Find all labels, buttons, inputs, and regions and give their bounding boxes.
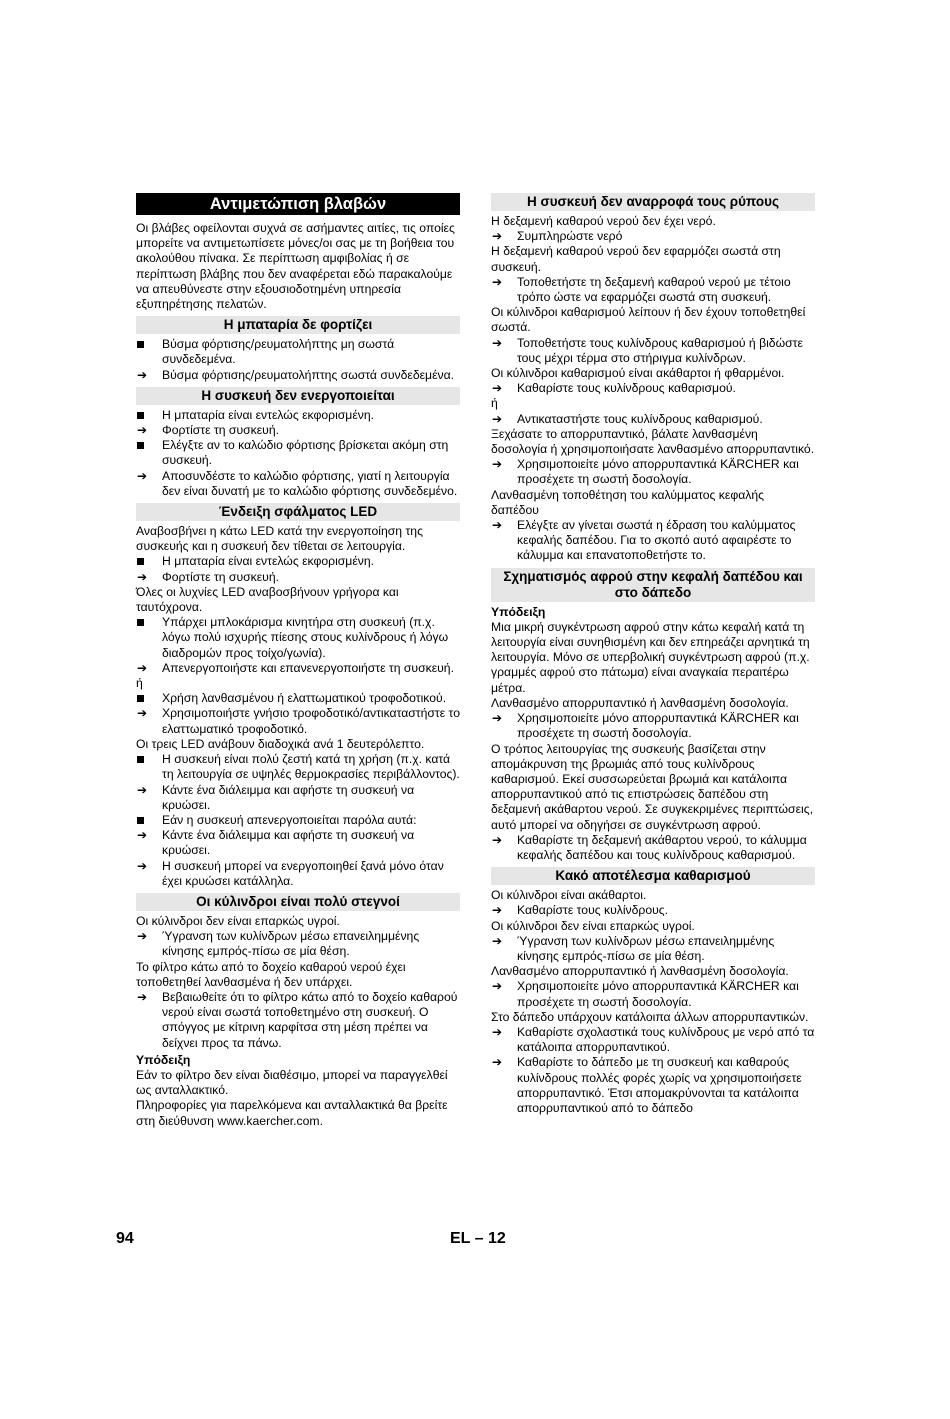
cause-item: Χρήση λανθασμένου ή ελαττωματικού τροφοδοτικού.	[136, 691, 460, 706]
remedy-item: ➔ Χρησιμοποιείτε μόνο απορρυπαντικά KÄRCHER και προσέχετε τη σωστή δοσολογία.	[492, 457, 799, 487]
arrow-right-icon: ➔	[492, 903, 503, 918]
right-column	[491, 193, 815, 1116]
remedy-item: ➔ Βύσμα φόρτισης/ρευματολήπτης σωστά συνδεδεμένα.	[137, 367, 455, 382]
cause-item: Βύσμα φόρτισης/ρευματολήπτης μη σωστά συνδεδεμένα.	[136, 337, 460, 367]
arrow-right-icon: ➔	[137, 929, 148, 944]
arrow-right-icon: ➔	[137, 660, 148, 675]
page-title: Αντιμετώπιση βλαβών	[136, 193, 460, 215]
arrow-right-icon: ➔	[492, 335, 503, 350]
arrow-right-icon: ➔	[137, 468, 148, 483]
remedy-item: ➔ Καθαρίστε σχολαστικά τους κυλίνδρους με νερό από τα κατάλοιπα απορρυπαντικού.	[492, 1024, 815, 1055]
arrow-right-icon: ➔	[492, 979, 503, 994]
remedy-item: ➔ Ύγρανση των κυλίνδρων μέσω επανειλημμένης κίνησης εμπρός-πίσω σε μία θέση.	[137, 929, 420, 959]
note-heading: Υπόδειξη	[136, 1052, 191, 1067]
remedy-item: ➔ Η συσκευή μπορεί να ενεργοποιηθεί ξανά μόνο όταν έχει κρυώσει κατάλληλα.	[137, 858, 444, 888]
cause-item: Εάν η συσκευή απενεργοποιείται παρόλα αυτά:	[136, 813, 460, 828]
bullet-square-icon	[137, 558, 144, 565]
section-heading-foam: Σχηματισμός αφρού στην κεφαλή δαπέδου και στο δάπεδο	[491, 568, 815, 602]
symptom-text: Ο τρόπος λειτουργίας της συσκευής βασίζεται στην απομάκρυνση της βρωμιάς από τους κυλίνδρους καθαρισμού. Εκεί συσσωρεύεται βρωμιά και κατάλοιπα απορρυπαντικού από τις επιστρώσεις δαπέδου στη δεξαμενή ακάθαρτου νερού. Σε συγκεκριμένες περιπτώσεις, αυτό μπορεί να οδηγήσει σε συγκέντρωση αφρού.	[491, 741, 813, 832]
remedy-item: ➔ Καθαρίστε τους κυλίνδρους καθαρισμού.	[492, 381, 736, 396]
arrow-right-icon: ➔	[492, 832, 503, 847]
remedy-item: ➔ Ελέγξτε αν γίνεται σωστά η έδραση του καλύμματος κεφαλής δαπέδου. Για το σκοπό αυτό αφαιρέστε το κάλυμμα και επανατοποθετήστε το.	[492, 518, 796, 563]
section-heading-led-error: Ένδειξη σφάλματος LED	[136, 503, 460, 521]
symptom-text: Οι κύλινδροι δεν είναι επαρκώς υγροί.	[136, 913, 340, 928]
symptom-text: Οι κύλινδροι καθαρισμού λείπουν ή δεν έχουν τοποθετηθεί σωστά.	[491, 305, 806, 335]
section-heading-poor-cleaning: Κακό αποτέλεσμα καθαρισμού	[491, 867, 815, 885]
symptom-text: Λανθασμένο απορρυπαντικό ή λανθασμένη δοσολογία.	[491, 964, 789, 979]
remedy-item: ➔ Καθαρίστε το δάπεδο με τη συσκευή και καθαρούς κυλίνδρους πολλές φορές χωρίς να χρησιμοποιήσετε απορρυπαντικό. Έτσι απομακρύνονται τα κατάλοιπα απορρυπαντικού από το δάπεδο	[492, 1055, 802, 1115]
arrow-right-icon: ➔	[492, 518, 503, 533]
arrow-right-icon: ➔	[492, 411, 503, 426]
bullet-square-icon	[137, 756, 144, 763]
bullet-square-icon	[137, 619, 144, 626]
remedy-item: ➔ Απενεργοποιήστε και επανενεργοποιήστε τη συσκευή.	[137, 660, 454, 675]
symptom-text: Ξεχάσατε το απορρυπαντικό, βάλατε λανθασμένη δοσολογία ή χρησιμοποιήσατε λανθασμένο απορρυπαντικό.	[491, 426, 815, 457]
arrow-right-icon: ➔	[137, 858, 148, 873]
arrow-right-icon: ➔	[492, 1055, 503, 1070]
arrow-right-icon: ➔	[492, 381, 503, 396]
cause-item: Η συσκευή είναι πολύ ζεστή κατά τη χρήση (π.χ. κατά τη λειτουργία σε υψηλές θερμοκρασίες περιβάλλοντος).	[136, 752, 460, 782]
note-text: Πληροφορίες για παρελκόμενα και ανταλλακτικά θα βρείτε στη διεύθυνση www.kaercher.com.	[136, 1098, 448, 1128]
cause-item: Η μπαταρία είναι εντελώς εκφορισμένη.	[136, 408, 460, 423]
cause-item: Ελέγξτε αν το καλώδιο φόρτισης βρίσκεται ακόμη στη συσκευή.	[136, 438, 460, 468]
cause-item: Η μπαταρία είναι εντελώς εκφορισμένη.	[136, 554, 460, 569]
arrow-right-icon: ➔	[492, 933, 503, 948]
remedy-item: ➔ Φορτίστε τη συσκευή.	[137, 569, 279, 584]
remedy-item: ➔ Αντικαταστήστε τους κυλίνδρους καθαρισμού.	[492, 411, 763, 426]
section-heading-no-suction: Η συσκευή δεν αναρροφά τους ρύπους	[491, 193, 815, 211]
remedy-item: ➔ Καθαρίστε τους κυλίνδρους.	[492, 903, 669, 918]
arrow-right-icon: ➔	[492, 1024, 503, 1039]
remedy-item: ➔ Ύγρανση των κυλίνδρων μέσω επανειλημμένης κίνησης εμπρός-πίσω σε μία θέση.	[492, 933, 775, 963]
symptom-text: Στο δάπεδο υπάρχουν κατάλοιπα άλλων απορρυπαντικών.	[491, 1009, 809, 1024]
arrow-right-icon: ➔	[137, 782, 148, 797]
intro-text: Οι βλάβες οφείλονται συχνά σε ασήμαντες αιτίες, τις οποίες μπορείτε να αντιμετωπίσετε μόνες/οι σας με τη βοήθεια του ακολούθου πίνακα. Σε περίπτωση αμφιβολίας ή σε περίπτωση βλάβης που δεν αναφέρεται εδώ παρακαλούμε να απευθύνεστε στην εξουσιοδοτημένη υπηρεσία εξυπηρέτησης πελατών.	[136, 221, 455, 312]
symptom-text: Λανθασμένο απορρυπαντικό ή λανθασμένη δοσολογία.	[491, 695, 789, 710]
symptom-text: Αναβοσβήνει η κάτω LED κατά την ενεργοποίηση της συσκευής και η συσκευή δεν τίθεται σε λειτουργία.	[136, 524, 423, 554]
note-text: Εάν το φίλτρο δεν είναι διαθέσιμο, μπορεί να παραγγελθεί ως ανταλλακτικό.	[136, 1067, 448, 1098]
arrow-right-icon: ➔	[492, 711, 503, 726]
remedy-item: ➔ Καθαρίστε τη δεξαμενή ακάθαρτου νερού, το κάλυμμα κεφαλής δαπέδου και τους κυλίνδρους καθαρισμού.	[492, 832, 807, 862]
symptom-text: Λανθασμένη τοποθέτηση του καλύμματος κεφαλής δαπέδου	[491, 487, 765, 517]
remedy-item: ➔ Χρησιμοποιείτε μόνο απορρυπαντικά KÄRCHER και προσέχετε τη σωστή δοσολογία.	[492, 979, 799, 1009]
or-text: ή	[136, 676, 143, 691]
arrow-right-icon: ➔	[137, 367, 148, 382]
remedy-item: ➔ Συμπληρώστε νερό	[492, 229, 623, 244]
remedy-item: ➔ Χρησιμοποιείτε μόνο απορρυπαντικά KÄRCHER και προσέχετε τη σωστή δοσολογία.	[492, 711, 799, 741]
arrow-right-icon: ➔	[137, 828, 148, 843]
remedy-item: ➔ Φορτίστε τη συσκευή.	[137, 423, 279, 438]
remedy-item: ➔ Χρησιμοποιήστε γνήσιο τροφοδοτικό/αντικαταστήστε το ελαττωματικό τροφοδοτικό.	[137, 706, 460, 736]
arrow-right-icon: ➔	[137, 989, 148, 1004]
bullet-square-icon	[137, 442, 144, 449]
bullet-square-icon	[137, 341, 144, 348]
symptom-text: Οι τρεις LED ανάβουν διαδοχικά ανά 1 δευτερόλεπτο.	[136, 736, 425, 751]
arrow-right-icon: ➔	[492, 457, 503, 472]
symptom-text: Οι κύλινδροι καθαρισμού είναι ακάθαρτοι ή φθαρμένοι.	[491, 366, 785, 381]
bullet-square-icon	[137, 412, 144, 419]
symptom-text: Οι κύλινδροι δεν είναι επαρκώς υγροί.	[491, 918, 695, 933]
remedy-item: ➔ Βεβαιωθείτε ότι το φίλτρο κάτω από το δοχείο καθαρού νερού είναι σωστά τοποθετημένο στη συσκευή. Ο σπόγγος με κίτρινη καρφίτσα στη μέση πρέπει να δείχνει προς τα πάνω.	[137, 989, 458, 1050]
cause-item: Υπάρχει μπλοκάρισμα κινητήρα στη συσκευή (π.χ. λόγω πολύ ισχυρής πίεσης στους κυλίνδρους ή λόγω διαδρομών προς τοίχο/γωνία).	[136, 615, 460, 661]
arrow-right-icon: ➔	[137, 706, 148, 721]
bullet-square-icon	[137, 695, 144, 702]
note-text: Μια μικρή συγκέντρωση αφρού στην κάτω κεφαλή κατά τη λειτουργία είναι συνηθισμένη και δεν επηρεάζει αρνητικά τη λειτουργία. Μόνο σε υπερβολική συγκέντρωση αφρού (π.χ. γραμμές αφρού στο πάτωμα) είναι αναγκαία περαιτέρω μέτρα.	[491, 619, 810, 695]
bullet-square-icon	[137, 817, 144, 824]
remedy-item: ➔ Αποσυνδέστε το καλώδιο φόρτισης, γιατί η λειτουργία δεν είναι δυνατή με το καλώδιο φόρτισης συνδεδεμένο.	[137, 468, 458, 498]
remedy-item: ➔ Κάντε ένα διάλειμμα και αφήστε τη συσκευή να κρυώσει.	[137, 828, 415, 858]
left-column	[136, 193, 460, 1129]
section-heading-battery: Η μπαταρία δε φορτίζει	[136, 316, 460, 334]
page-number: 94	[116, 1230, 134, 1247]
remedy-item: ➔ Τοποθετήστε τη δεξαμενή καθαρού νερού με τέτοιο τρόπο ώστε να εφαρμόζει σωστά στη συσκευή.	[492, 274, 791, 305]
remedy-item: ➔ Κάντε ένα διάλειμμα και αφήστε τη συσκευή να κρυώσει.	[137, 782, 415, 812]
arrow-right-icon: ➔	[137, 569, 148, 584]
section-heading-no-power: Η συσκευή δεν ενεργοποιείται	[136, 387, 460, 405]
note-heading: Υπόδειξη	[491, 604, 546, 619]
symptom-text: Το φίλτρο κάτω από το δοχείο καθαρού νερού έχει τοποθετηθεί λανθασμένα ή δεν υπάρχει.	[136, 959, 406, 989]
symptom-text: Η δεξαμενή καθαρού νερού δεν έχει νερό.	[491, 214, 716, 228]
symptom-text: Οι κύλινδροι είναι ακάθαρτοι.	[491, 888, 647, 903]
remedy-item: ➔ Τοποθετήστε τους κυλίνδρους καθαρισμού ή βιδώστε τους μέχρι τέρμα στο στήριγμα κυλίνδρων.	[492, 335, 803, 365]
or-text: ή	[491, 396, 498, 411]
symptom-text: Η δεξαμενή καθαρού νερού δεν εφαρμόζει σωστά στη συσκευή.	[491, 244, 781, 274]
arrow-right-icon: ➔	[137, 423, 148, 438]
section-heading-rollers-dry: Οι κύλινδροι είναι πολύ στεγνοί	[136, 893, 460, 911]
symptom-text: Όλες οι λυχνίες LED αναβοσβήνουν γρήγορα και ταυτόχρονα.	[136, 584, 399, 615]
arrow-right-icon: ➔	[492, 229, 503, 244]
page-code: EL – 12	[450, 1230, 506, 1247]
arrow-right-icon: ➔	[492, 274, 503, 289]
